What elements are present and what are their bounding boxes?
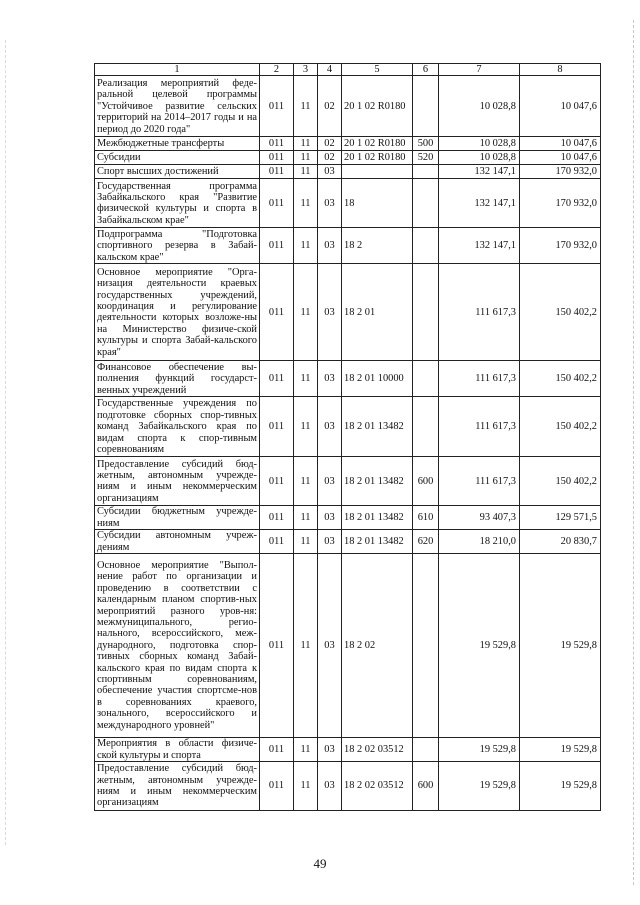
code-admin-cell: 011 <box>260 738 294 762</box>
amount-year2-cell: 170 932,0 <box>520 165 601 179</box>
expense-type-cell: 620 <box>413 530 439 554</box>
expense-type-cell <box>413 361 439 397</box>
amount-year1-cell: 10 028,8 <box>439 76 520 137</box>
code-subsection-cell: 03 <box>318 361 342 397</box>
code-section-cell: 11 <box>294 554 318 738</box>
amount-year2-cell: 150 402,2 <box>520 264 601 361</box>
row-name-cell: Государственная программа Забайкальского края "Развитие физической культуры и спорта в Забайкальском крае" <box>95 179 260 228</box>
row-name-cell: Мероприятия в области физиче-ской культуры и спорта <box>95 738 260 762</box>
amount-year2-cell: 10 047,6 <box>520 151 601 165</box>
scan-edge-left <box>5 40 6 845</box>
target-article-cell: 18 2 02 03512 <box>342 762 413 811</box>
code-section-cell: 11 <box>294 76 318 137</box>
header-cell: 8 <box>520 64 601 76</box>
amount-year2-cell: 20 830,7 <box>520 530 601 554</box>
row-name-cell: Межбюджетные трансферты <box>95 137 260 151</box>
expense-type-cell <box>413 264 439 361</box>
code-section-cell: 11 <box>294 762 318 811</box>
table-row <box>95 530 601 554</box>
table-row <box>95 165 601 179</box>
amount-year2-cell: 19 529,8 <box>520 554 601 738</box>
code-section-cell: 11 <box>294 361 318 397</box>
target-article-cell: 18 <box>342 179 413 228</box>
table-row <box>95 179 601 228</box>
amount-year2-cell: 150 402,2 <box>520 361 601 397</box>
expense-type-cell <box>413 228 439 264</box>
table-row <box>95 76 601 137</box>
target-article-cell: 20 1 02 R0180 <box>342 137 413 151</box>
code-subsection-cell: 03 <box>318 228 342 264</box>
amount-year1-cell: 111 617,3 <box>439 397 520 457</box>
code-subsection-cell: 03 <box>318 762 342 811</box>
amount-year1-cell: 19 529,8 <box>439 554 520 738</box>
row-name-cell: Спорт высших достижений <box>95 165 260 179</box>
table-row <box>95 762 601 811</box>
code-subsection-cell: 03 <box>318 530 342 554</box>
amount-year1-cell: 111 617,3 <box>439 361 520 397</box>
row-name-cell: Государственные учреждения по подготовке сборных спор-тивных команд Забайкальского края по видам спорта к спор-тивным соревнованиям <box>95 397 260 457</box>
amount-year2-cell: 19 529,8 <box>520 738 601 762</box>
code-section-cell: 11 <box>294 137 318 151</box>
header-cell: 3 <box>294 64 318 76</box>
page-number: 49 <box>313 856 327 871</box>
table-row <box>95 457 601 506</box>
target-article-cell: 18 2 01 13482 <box>342 397 413 457</box>
amount-year2-cell: 10 047,6 <box>520 76 601 137</box>
budget-table <box>94 63 601 811</box>
amount-year1-cell: 19 529,8 <box>439 738 520 762</box>
row-name-cell: Подпрограмма "Подготовка спортивного резерва в Забай-кальском крае" <box>95 228 260 264</box>
code-admin-cell: 011 <box>260 228 294 264</box>
scan-edge-right <box>633 20 634 885</box>
target-article-cell: 18 2 01 13482 <box>342 530 413 554</box>
row-name-cell: Реализация мероприятий феде-ральной целевой программы "Устойчивое развитие сельских территорий на 2014–2017 годы и на период до 2020 года" <box>95 76 260 137</box>
target-article-cell: 18 2 01 13482 <box>342 457 413 506</box>
row-name-cell: Финансовое обеспечение вы-полнения функций государст-венных учреждений <box>95 361 260 397</box>
code-subsection-cell: 02 <box>318 76 342 137</box>
row-name-cell: Предоставление субсидий бюд-жетным, автономным учрежде-ниям и иным некоммерческим организациям <box>95 762 260 811</box>
code-section-cell: 11 <box>294 165 318 179</box>
header-cell: 7 <box>439 64 520 76</box>
code-subsection-cell: 03 <box>318 457 342 506</box>
row-name-cell: Основное мероприятие "Орга-низация деятельности краевых государственных учреждений, координация и регулирование деятельности которых возложе-ны на Министерство физиче-ской культуры и спорта Забай-кальского края" <box>95 264 260 361</box>
code-admin-cell: 011 <box>260 762 294 811</box>
code-admin-cell: 011 <box>260 506 294 530</box>
code-section-cell: 11 <box>294 264 318 361</box>
expense-type-cell <box>413 165 439 179</box>
target-article-cell: 20 1 02 R0180 <box>342 151 413 165</box>
code-section-cell: 11 <box>294 530 318 554</box>
amount-year2-cell: 150 402,2 <box>520 397 601 457</box>
amount-year1-cell: 132 147,1 <box>439 165 520 179</box>
target-article-cell: 18 2 01 13482 <box>342 506 413 530</box>
header-cell: 2 <box>260 64 294 76</box>
table-row <box>95 264 601 361</box>
table-header-row <box>95 64 601 76</box>
row-name-cell: Основное мероприятие "Выпол-нение работ по организации и проведению в соответствии с календарным планом спортив-ных мероприятий разного уров-ня: межмуниципального, регио-нального, всероссийского, меж-дународного, подготовка спор-тивных сборных команд Забай-кальского края по видам спорта к спортивным соревнованиям, обеспечение участия спортсме-нов в соревнованиях краевого, зонального, всероссийского и международного уровней" <box>95 554 260 738</box>
code-subsection-cell: 03 <box>318 554 342 738</box>
code-admin-cell: 011 <box>260 179 294 228</box>
table-row <box>95 397 601 457</box>
expense-type-cell <box>413 554 439 738</box>
code-admin-cell: 011 <box>260 264 294 361</box>
target-article-cell: 18 2 01 10000 <box>342 361 413 397</box>
code-subsection-cell: 02 <box>318 137 342 151</box>
amount-year1-cell: 10 028,8 <box>439 137 520 151</box>
code-admin-cell: 011 <box>260 137 294 151</box>
expense-type-cell <box>413 738 439 762</box>
amount-year2-cell: 10 047,6 <box>520 137 601 151</box>
amount-year1-cell: 19 529,8 <box>439 762 520 811</box>
row-name-cell: Субсидии <box>95 151 260 165</box>
target-article-cell: 18 2 02 03512 <box>342 738 413 762</box>
expense-type-cell: 520 <box>413 151 439 165</box>
table-row <box>95 228 601 264</box>
code-admin-cell: 011 <box>260 397 294 457</box>
expense-type-cell <box>413 179 439 228</box>
code-admin-cell: 011 <box>260 76 294 137</box>
code-section-cell: 11 <box>294 397 318 457</box>
expense-type-cell: 600 <box>413 457 439 506</box>
amount-year1-cell: 93 407,3 <box>439 506 520 530</box>
code-subsection-cell: 03 <box>318 165 342 179</box>
target-article-cell: 18 2 <box>342 228 413 264</box>
code-subsection-cell: 02 <box>318 151 342 165</box>
code-section-cell: 11 <box>294 228 318 264</box>
code-admin-cell: 011 <box>260 151 294 165</box>
table-row <box>95 506 601 530</box>
code-admin-cell: 011 <box>260 554 294 738</box>
code-section-cell: 11 <box>294 457 318 506</box>
table-row <box>95 151 601 165</box>
code-admin-cell: 011 <box>260 361 294 397</box>
code-admin-cell: 011 <box>260 165 294 179</box>
code-section-cell: 11 <box>294 151 318 165</box>
code-admin-cell: 011 <box>260 530 294 554</box>
header-cell: 5 <box>342 64 413 76</box>
target-article-cell: 18 2 02 <box>342 554 413 738</box>
code-admin-cell: 011 <box>260 457 294 506</box>
table-row <box>95 554 601 738</box>
row-name-cell: Предоставление субсидий бюд-жетным, автономным учрежде-ниям и иным некоммерческим организациям <box>95 457 260 506</box>
code-subsection-cell: 03 <box>318 738 342 762</box>
target-article-cell: 18 2 01 <box>342 264 413 361</box>
expense-type-cell: 600 <box>413 762 439 811</box>
code-subsection-cell: 03 <box>318 506 342 530</box>
amount-year2-cell: 170 932,0 <box>520 228 601 264</box>
code-section-cell: 11 <box>294 738 318 762</box>
amount-year1-cell: 10 028,8 <box>439 151 520 165</box>
header-cell: 1 <box>95 64 260 76</box>
code-section-cell: 11 <box>294 179 318 228</box>
expense-type-cell: 610 <box>413 506 439 530</box>
code-subsection-cell: 03 <box>318 179 342 228</box>
amount-year2-cell: 170 932,0 <box>520 179 601 228</box>
expense-type-cell: 500 <box>413 137 439 151</box>
target-article-cell <box>342 165 413 179</box>
row-name-cell: Субсидии бюджетным учрежде-ниям <box>95 506 260 530</box>
amount-year2-cell: 19 529,8 <box>520 762 601 811</box>
amount-year2-cell: 150 402,2 <box>520 457 601 506</box>
code-section-cell: 11 <box>294 506 318 530</box>
amount-year2-cell: 129 571,5 <box>520 506 601 530</box>
expense-type-cell <box>413 397 439 457</box>
code-subsection-cell: 03 <box>318 397 342 457</box>
amount-year1-cell: 132 147,1 <box>439 228 520 264</box>
table-row <box>95 361 601 397</box>
code-subsection-cell: 03 <box>318 264 342 361</box>
amount-year1-cell: 111 617,3 <box>439 457 520 506</box>
header-cell: 6 <box>413 64 439 76</box>
target-article-cell: 20 1 02 R0180 <box>342 76 413 137</box>
amount-year1-cell: 18 210,0 <box>439 530 520 554</box>
table-row <box>95 738 601 762</box>
amount-year1-cell: 111 617,3 <box>439 264 520 361</box>
row-name-cell: Субсидии автономным учреж-дениям <box>95 530 260 554</box>
header-cell: 4 <box>318 64 342 76</box>
table-row <box>95 137 601 151</box>
expense-type-cell <box>413 76 439 137</box>
amount-year1-cell: 132 147,1 <box>439 179 520 228</box>
